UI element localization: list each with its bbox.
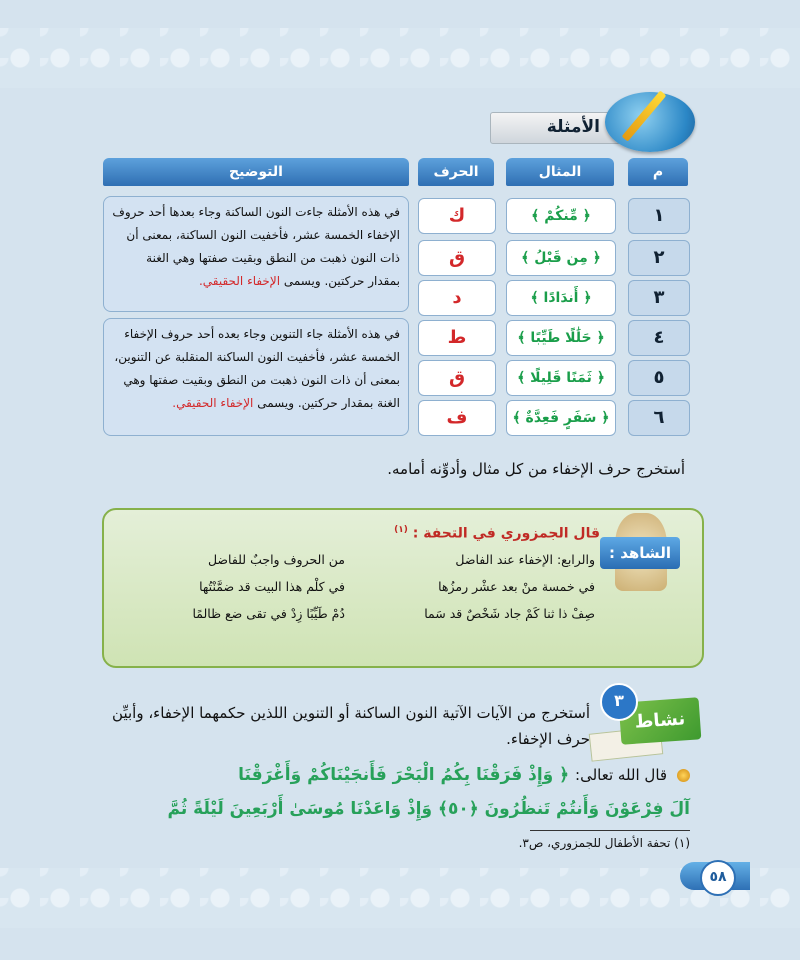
top-ornament-band [0, 28, 800, 88]
col-header-example: المثال [506, 158, 614, 186]
quote-intro: قال الله تعالى: [575, 766, 668, 784]
row-example: ﴿ سَفَرٍ فَعِدَّةٌ ﴾ [506, 400, 616, 436]
row-num: ١ [628, 198, 690, 234]
row-letter: ق [418, 240, 496, 276]
verse-left: دُمْ طَيِّبًا زِدْ في تقى ضع ظالمًا [192, 606, 345, 621]
col-header-num: م [628, 158, 688, 186]
footnote-divider [530, 830, 690, 831]
col-header-letter: الحرف [418, 158, 494, 186]
row-example: ﴿ ثَمَنًا قَلِيلًا ﴾ [506, 360, 616, 396]
quran-line-2: آلَ فِرْعَوْنَ وَأَنتُمْ تَنظُرُونَ ﴿٥٠﴾ وَإِذْ وَاعَدْنَا مُوسَىٰ أَرْبَعِينَ لَيْلَةً ثُمَّ [167, 799, 690, 819]
row-num: ٢ [628, 240, 690, 276]
poem-title-text: قال الجمزوري في التحفة : [412, 525, 600, 542]
row-num: ٥ [628, 360, 690, 396]
activity-number: ٣ [600, 683, 638, 721]
col-header-explanation: التوضيح [103, 158, 409, 186]
row-letter: د [418, 280, 496, 316]
row-letter: ط [418, 320, 496, 356]
explanation-text: في هذه الأمثلة جاء التنوين وجاء بعده أحد حروف الإخفاء الخمسة عشر، فأخفيت النون الساكنة المنقلبة عن التنوين، بمعنى أن ذات النون ذهبت من النطق وبقيت صفتها وهي الغنة بمقدار حركتين. ويسمى [114, 327, 400, 410]
bullet-icon [677, 769, 690, 782]
row-example: ﴿ أَندَادًا ﴾ [506, 280, 616, 316]
row-letter: ف [418, 400, 496, 436]
activity-text: أستخرج من الآيات الآتية النون الساكنة أو التنوين اللذين حكمهما الإخفاء، وأبيِّن حرف الإخفاء. [112, 704, 590, 748]
footnote: (١) تحفة الأطفال للجمزوري، ص٣. [518, 836, 690, 850]
section-title: الأمثلة [546, 117, 600, 137]
poem-title [300, 525, 600, 542]
row-example: ﴿ مِن قَبْلُ ﴾ [506, 240, 616, 276]
row-letter: ق [418, 360, 496, 396]
page-number: ٥٨ [700, 860, 736, 896]
verse-left: في كلْم هذا البيت قد ضمَّنْتُها [199, 579, 345, 594]
row-num: ٦ [628, 400, 690, 436]
row-letter: ك [418, 198, 496, 234]
verse-right: والرابع: الإخفاء عند الفاضل [455, 552, 595, 567]
row-example: ﴿ حَلَٰلًا طَيِّبًا ﴾ [506, 320, 616, 356]
explanation-term: الإخفاء الحقيقي. [172, 396, 254, 410]
quran-verse [120, 758, 690, 826]
verse-right: صِفْ ذا ثنا كَمْ جاد شَخْصٌ قد سَما [424, 606, 595, 621]
activity-label: نشاط [619, 697, 702, 744]
verse-right: في خمسة منْ بعد عشْر رمزُها [438, 579, 595, 594]
explanation-term: الإخفاء الحقيقي. [198, 274, 281, 288]
evidence-label: الشاهد : [600, 537, 680, 569]
row-example: ﴿ مِّنكُمْ ﴾ [506, 198, 616, 234]
explanation-nun-sakinah [103, 196, 409, 312]
row-num: ٣ [628, 280, 690, 316]
footnote-ref: (١) [394, 525, 408, 535]
verse-left: من الحروف واجبٌ للفاضل [207, 552, 345, 567]
quran-line-1: ﴿ وَإِذْ فَرَقْنَا بِكُمُ الْبَحْرَ فَأَنجَيْنَاكُمْ وَأَغْرَقْنَا [238, 765, 570, 785]
row-num: ٤ [628, 320, 690, 356]
instruction-text: أستخرج حرف الإخفاء من كل مثال وأدوِّنه أمامه. [387, 460, 685, 478]
explanation-text: في هذه الأمثلة جاءت النون الساكنة وجاء بعدها أحد حروف الإخفاء الخمسة عشر، فأخفيت النون الساكنة، بمعنى أن ذات النون ذهبت من النطق وبقيت صفتها وهي الغنة بمقدار حركتين. ويسمى [112, 205, 400, 288]
explanation-tanween [103, 318, 409, 436]
